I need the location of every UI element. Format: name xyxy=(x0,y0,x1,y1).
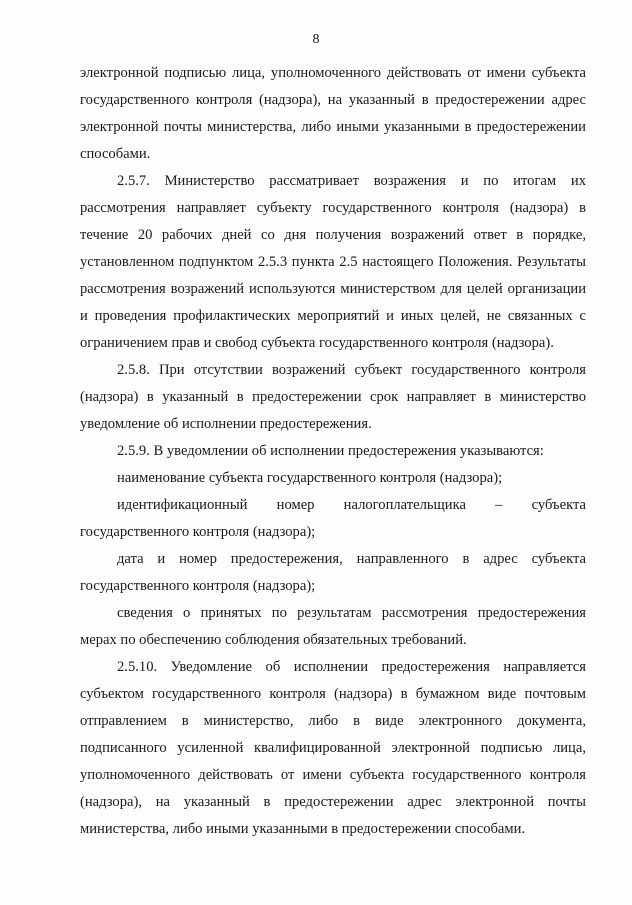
paragraph-2-5-7: 2.5.7. Министерство рассматривает возражения и по итогам их рассмотрения направляет субъекту государственного контроля (надзора) в течение 20 рабочих дней со дня получения возражений ответ в порядке, установленном подпунктом 2.5.3 пункта 2.5 настоящего Положения. Результаты рассмотрения возражений используются министерством для целей организации и проведения профилактических мероприятий и иных целей, не связанных с ограничением прав и свобод субъекта государственного контроля (надзора). xyxy=(80,173,586,351)
paragraph-2-5-8: 2.5.8. При отсутствии возражений субъект государственного контроля (надзора) в указанный в предостережении срок направляет в министерство уведомление об исполнении предостережения. xyxy=(80,362,586,432)
paragraph-continuation: электронной подписью лица, уполномоченного действовать от имени субъекта государственного контроля (надзора), на указанный в предостережении адрес электронной почты министерства, либо иными указанными в предостережении способами. xyxy=(80,65,586,162)
list-item-date-number: дата и номер предостережения, направленного в адрес субъекта государственного контроля (надзора); xyxy=(80,551,586,594)
list-item-name: наименование субъекта государственного контроля (надзора); xyxy=(117,470,503,486)
page-number: 8 xyxy=(312,32,320,47)
paragraph-2-5-9: 2.5.9. В уведомлении об исполнении предостережения указываются: xyxy=(117,443,544,459)
paragraph-2-5-10: 2.5.10. Уведомление об исполнении предостережения направляется субъектом государственного контроля (надзора) в бумажном виде почтовым отправлением в министерство, либо в виде электронного документа, подписанного усиленной квалифицированной электронной подписью лица, уполномоченного действовать от имени субъекта государственного контроля (надзора), на указанный в предостережении адрес электронной почты министерства, либо иными указанными в предостережении способами. xyxy=(80,659,586,837)
list-item-inn: идентификационный номер налогоплательщика – субъекта государственного контроля (надзора); xyxy=(80,497,586,540)
document-body xyxy=(80,60,586,843)
list-item-measures: сведения о принятых по результатам рассмотрения предостережения мерах по обеспечению соблюдения обязательных требований. xyxy=(80,605,586,648)
